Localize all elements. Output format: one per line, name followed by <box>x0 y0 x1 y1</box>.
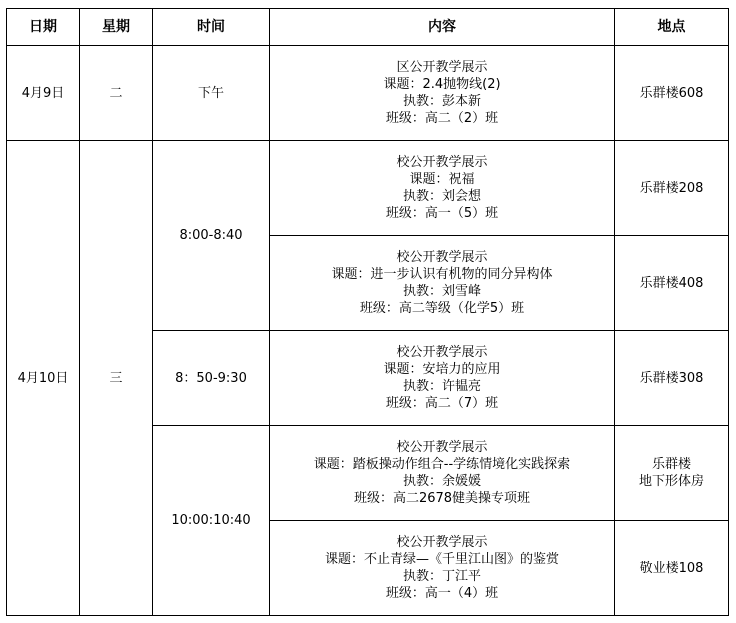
content-cell <box>270 46 615 141</box>
content-line-topic: 课题：进一步认识有机物的同分异构体 <box>331 267 553 282</box>
time-cell: 10:00:10:40 <box>153 426 270 616</box>
content-cell <box>270 141 615 236</box>
content-line-teacher: 执教：刘会想 <box>402 189 481 204</box>
date-cell: 4月9日 <box>7 46 80 141</box>
location-line: 乐群楼408 <box>639 275 704 291</box>
location-cell <box>615 46 729 141</box>
content-line-class: 班级：高一（5）班 <box>385 206 499 221</box>
table-row <box>7 46 729 141</box>
content-line-teacher: 执教：许韫亮 <box>402 379 481 394</box>
content-line-class: 班级：高二2678健美操专项班 <box>353 491 531 506</box>
location-cell <box>615 331 729 426</box>
content-line-teacher: 执教：彭本新 <box>402 94 481 109</box>
time-cell: 8：50-9:30 <box>153 331 270 426</box>
content-cell <box>270 426 615 521</box>
location-cell <box>615 426 729 521</box>
content-line-topic: 课题：安培力的应用 <box>383 362 501 377</box>
location-line: 乐群楼 <box>651 457 691 472</box>
location-cell <box>615 236 729 331</box>
header-content: 内容 <box>270 9 615 46</box>
content-line-class: 班级：高二（2）班 <box>385 111 499 126</box>
content-line-type: 校公开教学展示 <box>396 345 488 360</box>
content-line-topic: 课题：踏板操动作组合--学练情境化实践探索 <box>313 457 571 472</box>
content-line-type: 校公开教学展示 <box>396 155 488 170</box>
header-row <box>7 9 729 46</box>
location-line: 地下形体房 <box>638 474 704 489</box>
content-line-class: 班级：高一（4）班 <box>385 586 499 601</box>
table-row <box>7 141 729 236</box>
header-time: 时间 <box>153 9 270 46</box>
content-line-type: 区公开教学展示 <box>396 60 488 75</box>
content-line-type: 校公开教学展示 <box>396 535 488 550</box>
content-line-topic: 课题：祝福 <box>409 172 475 187</box>
header-date: 日期 <box>7 9 80 46</box>
location-line: 乐群楼208 <box>639 180 704 196</box>
content-line-teacher: 执教：刘雪峰 <box>402 284 481 299</box>
content-line-type: 校公开教学展示 <box>396 250 488 265</box>
weekday-cell: 三 <box>80 141 153 616</box>
header-location: 地点 <box>615 9 729 46</box>
content-line-topic: 课题：不止青绿—《千里江山图》的鉴赏 <box>324 552 559 567</box>
content-cell <box>270 331 615 426</box>
content-line-class: 班级：高二等级（化学5）班 <box>359 301 525 316</box>
content-line-teacher: 执教：余媛媛 <box>402 474 481 489</box>
content-cell <box>270 521 615 616</box>
date-cell: 4月10日 <box>7 141 80 616</box>
content-line-type: 校公开教学展示 <box>396 440 488 455</box>
location-line: 乐群楼608 <box>639 85 704 101</box>
content-cell <box>270 236 615 331</box>
location-cell <box>615 521 729 616</box>
weekday-cell: 二 <box>80 46 153 141</box>
time-cell: 下午 <box>153 46 270 141</box>
location-line: 敬业楼108 <box>639 560 704 576</box>
schedule-table <box>6 8 729 616</box>
content-line-topic: 课题：2.4抛物线(2) <box>383 77 501 92</box>
location-cell <box>615 141 729 236</box>
location-line: 乐群楼308 <box>639 370 704 386</box>
content-line-teacher: 执教：丁江平 <box>402 569 481 584</box>
content-line-class: 班级：高二（7）班 <box>385 396 499 411</box>
header-weekday: 星期 <box>80 9 153 46</box>
time-cell: 8:00-8:40 <box>153 141 270 331</box>
